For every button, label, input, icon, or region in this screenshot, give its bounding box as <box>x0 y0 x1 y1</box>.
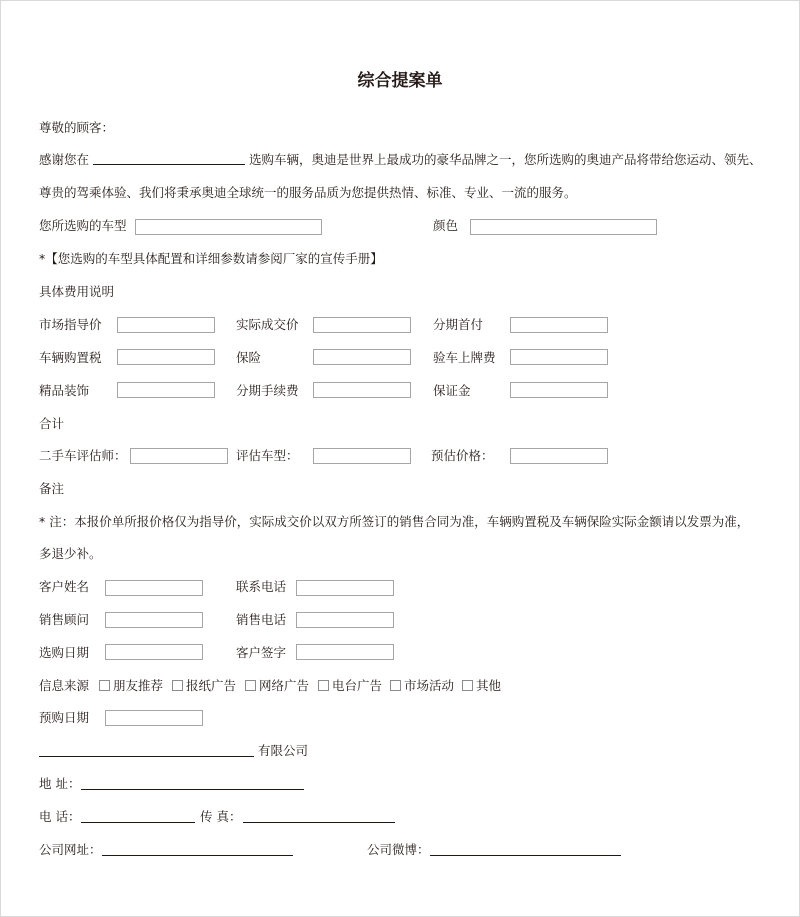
estimated-price-label: 预估价格： <box>431 448 494 463</box>
weibo-blank[interactable] <box>430 855 621 856</box>
source-radio-checkbox[interactable] <box>318 680 329 691</box>
sales-consultant-field[interactable] <box>105 612 203 628</box>
remarks-note-line2: 多退少补。 <box>39 546 102 561</box>
dealer-name-blank[interactable] <box>93 164 245 165</box>
customer-signature-label: 客户签字 <box>236 645 287 660</box>
address-blank[interactable] <box>81 789 304 790</box>
total-label: 合计 <box>39 416 65 431</box>
fee-label-down-payment: 分期首付 <box>433 317 484 332</box>
fee-field-deposit[interactable] <box>510 382 608 398</box>
intro-text-start: 感谢您在 <box>39 152 90 167</box>
weibo-label: 公司微博： <box>367 842 430 857</box>
fee-label-accessories: 精品装饰 <box>39 383 90 398</box>
website-label: 公司网址： <box>39 842 102 857</box>
source-friend-label: 朋友推荐 <box>113 678 164 693</box>
source-newspaper-label: 报纸广告 <box>186 678 237 693</box>
estimated-price-field[interactable] <box>510 448 608 464</box>
appraiser-field[interactable] <box>130 448 228 464</box>
fees-heading: 具体费用说明 <box>39 284 115 299</box>
contact-phone-label: 联系电话 <box>236 579 287 594</box>
fee-label-installment-fee: 分期手续费 <box>236 383 299 398</box>
customer-name-label: 客户姓名 <box>39 579 90 594</box>
appraised-model-field[interactable] <box>313 448 411 464</box>
phone-blank[interactable] <box>81 822 195 823</box>
fee-label-insurance: 保险 <box>236 350 262 365</box>
fax-blank[interactable] <box>243 822 395 823</box>
source-market-event-checkbox[interactable] <box>390 680 401 691</box>
remarks-note-line1: * 注：本报价单所报价格仅为指导价，实际成交价以双方所签订的销售合同为准，车辆购置税及车辆保险实际金额请以发票为准， <box>39 514 750 529</box>
intro-text-rest: 选购车辆，奥迪是世界上最成功的豪华品牌之一，您所选购的奥迪产品将带给您运动、领先、 <box>249 152 762 167</box>
fee-field-msrp[interactable] <box>117 317 215 333</box>
sales-consultant-label: 销售顾问 <box>39 612 90 627</box>
fee-field-actual-price[interactable] <box>313 317 411 333</box>
fee-field-insurance[interactable] <box>313 349 411 365</box>
source-other-label: 其他 <box>476 678 502 693</box>
fee-field-accessories[interactable] <box>117 382 215 398</box>
fax-label: 传 真： <box>200 809 242 824</box>
greeting: 尊敬的顾客： <box>39 120 115 135</box>
fee-label-purchase-tax: 车辆购置税 <box>39 350 102 365</box>
company-name-blank[interactable] <box>39 756 254 757</box>
source-internet-checkbox[interactable] <box>245 680 256 691</box>
purchase-date-field[interactable] <box>105 644 203 660</box>
fee-field-purchase-tax[interactable] <box>117 349 215 365</box>
info-source-label: 信息来源 <box>39 678 90 693</box>
color-label: 颜色 <box>433 218 459 233</box>
sales-phone-field[interactable] <box>296 612 394 628</box>
address-label: 地 址： <box>39 776 81 791</box>
customer-name-field[interactable] <box>105 580 203 596</box>
purchase-date-label: 选购日期 <box>39 645 90 660</box>
intro-text-line2: 尊贵的驾乘体验、我们将秉承奥迪全球统一的服务品质为您提供热情、标准、专业、一流的服务。 <box>39 185 577 200</box>
expected-purchase-date-label: 预购日期 <box>39 710 90 725</box>
sales-phone-label: 销售电话 <box>236 612 287 627</box>
source-other-checkbox[interactable] <box>462 680 473 691</box>
phone-label: 电 话： <box>39 809 81 824</box>
source-friend-checkbox[interactable] <box>99 680 110 691</box>
source-internet-label: 网络广告 <box>259 678 310 693</box>
source-market-event-label: 市场活动 <box>404 678 455 693</box>
company-suffix: 有限公司 <box>258 743 309 758</box>
fee-field-installment-fee[interactable] <box>313 382 411 398</box>
expected-purchase-date-field[interactable] <box>105 710 203 726</box>
config-note: *【您选购的车型具体配置和详细参数请参阅厂家的宣传手册】 <box>39 251 383 266</box>
source-radio-label: 电台广告 <box>332 678 383 693</box>
vehicle-model-field[interactable] <box>135 219 322 235</box>
website-blank[interactable] <box>102 855 293 856</box>
contact-phone-field[interactable] <box>296 580 394 596</box>
fee-label-msrp: 市场指导价 <box>39 317 102 332</box>
appraised-model-label: 评估车型： <box>236 448 299 463</box>
page-title: 综合提案单 <box>357 71 443 91</box>
fee-label-deposit: 保证金 <box>433 383 471 398</box>
fee-field-down-payment[interactable] <box>510 317 608 333</box>
vehicle-model-label: 您所选购的车型 <box>39 218 127 233</box>
fee-field-registration[interactable] <box>510 349 608 365</box>
customer-signature-field[interactable] <box>296 644 394 660</box>
color-field[interactable] <box>470 219 657 235</box>
fee-label-actual-price: 实际成交价 <box>236 317 299 332</box>
source-newspaper-checkbox[interactable] <box>172 680 183 691</box>
fee-label-registration: 验车上牌费 <box>433 350 496 365</box>
remarks-heading: 备注 <box>39 481 65 496</box>
appraiser-label: 二手车评估师： <box>39 448 127 463</box>
